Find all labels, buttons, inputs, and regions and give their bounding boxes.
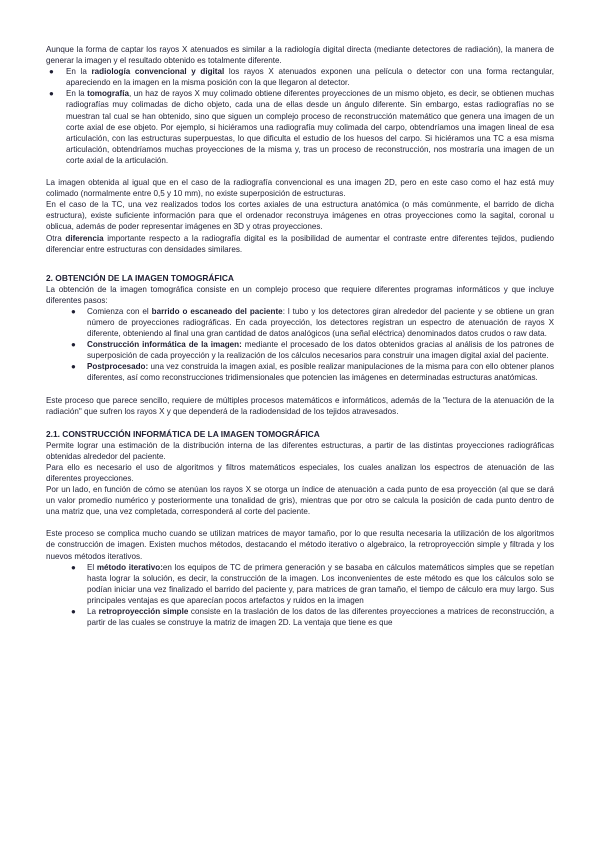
list-item: ● La retroproyección simple consiste en la traslación de los datos de las diferentes proyecciones a matrices de reconstrucción, a partir de las cuales se construye la matriz de imagen 2D. La ventaja que tiene es que [71,607,554,628]
bullet-icon: ● [71,562,76,572]
paragraph-reconstruction: En el caso de la TC, una vez realizados todos los cortes axiales de una estructura anatómica (o más comúnmente, el barrido de dicha estructura), existe suficiente información para que el ordenador reconstruya imágenes en otras proyecciones como la sagital, coronal u oblicua, además de poder representar imágenes en 3D y otras proyecciones. [46,200,554,232]
paragraph-2d-image: La imagen obtenida al igual que en el caso de la radiografía convencional es una imagen 2D, pero en este caso como el haz está muy colimado (normalmente entre 0,5 y 10 mm), no existe superposición de estructuras. [46,178,554,199]
section-2-1-paragraph: Por un lado, en función de cómo se atenúan los rayos X se otorga un índice de atenuación a cada punto de esa proyección (al que se dará un valor promedio numérico y posteriormente una tonalidad de gris), mientras que por otro se calcula la posición de cada punto dentro de una matriz que, una vez completada, corresponderá al corte del paciente. [46,485,554,517]
list-item: ● En la tomografía, un haz de rayos X muy colimado obtiene diferentes proyecciones de un mismo objeto, es decir, se obtienen muchas radiografías muy colimadas de dicho objeto, cada una de ellas desde un ángulo diferente. Sin embargo, estas radiografías no se muestran tal cual se han obtenido, sino que siguen un complejo proceso de reconstrucción matemático que genera una imagen de un corte axial de ese objeto. Por ejemplo, si hiciéramos una radiografía muy colimada del carpo, obtendríamos una imagen lineal de esa articulación, con las estructuras superpuestas, lo que dificulta el estudio de los huesos del carpo. Si hiciéramos una TC a esa misma articulación, obtendríamos muchas proyecciones de la misma y, tras un proceso de reconstrucción, nos mostraría una imagen de un corte axial de la articulación. [49,89,554,165]
bullet-icon: ● [49,67,54,77]
section-2-outro: Este proceso que parece sencillo, requiere de múltiples procesos matemáticos e informáticos, además de la "lectura de la atenuación de la radiación" que sufren los rayos X y que dependerá de la radiodensidad de los tejidos atravesados. [46,395,554,416]
bullet-icon: ● [71,306,76,316]
list-item: ● Comienza con el barrido o escaneado del paciente: l tubo y los detectores giran alrededor del paciente y se obtiene un gran número de proyecciones radiográficas. En cada proyección, los detectores registran un espectro de atenuación de rayos X diferente, obteniendo al final una gran cantidad de datos analógicos (una señal eléctrica) denominados datos crudos o raw data. [71,306,554,339]
list-item: ● El método iterativo:en los equipos de TC de primera generación y se basaba en cálculos matemáticos simples que se repetían hasta lograr la solución, es decir, la construcción de la imagen. Los inconvenientes de este método es que los cálculos solo se podían iniciar una vez finalizado el barrido del paciente y, para matrices de gran tamaño, el tiempo de cálculo era muy largo. Sus principales ventajas es que aparecían pocos artefactos y ruidos en la imagen [71,562,554,605]
section-2-1-paragraph: Este proceso se complica mucho cuando se utilizan matrices de mayor tamaño, por lo que resulta necesaria la utilización de los algoritmos de construcción de imagen. Existen muchos métodos, destacando el método iterativo o algebraico, la retroproyección simple y filtrada y los nuevos métodos iterativos. [46,529,554,561]
section-2-intro: La obtención de la imagen tomográfica consiste en un complejo proceso que requiere diferentes programas informáticos y que incluye diferentes pasos: [46,284,554,305]
bullet-icon: ● [71,340,76,350]
section-2-1-heading: 2.1. CONSTRUCCIÓN INFORMÁTICA DE LA IMAGEN TOMOGRÁFICA [46,428,320,439]
algorithm-methods-list [46,562,554,629]
paragraph-contrast: Otra diferencia importante respecto a la radiografía digital es la posibilidad de aumentar el contraste entre diferentes tejidos, pudiendo diferenciar entre estructuras con densidades similares. [46,233,554,254]
intro-paragraph: Aunque la forma de captar los rayos X atenuados es similar a la radiología digital directa (mediante detectores de radiación), la manera de generar la imagen y el resultado obtenido es totalmente diferente. [46,45,554,66]
list-item: ● Postprocesado: una vez construida la imagen axial, es posible realizar manipulaciones de la misma para con ello obtener planos diferentes, así como reconstrucciones tridimensionales que potencien las imágenes en determinadas estructuras anatómicas. [71,362,554,383]
section-2-1-paragraph: Permite lograr una estimación de la distribución interna de las diferentes estructuras, a partir de las distintas proyecciones radiográficas obtenidas alrededor del paciente. [46,440,554,461]
list-item: ● En la radiología convencional y digital los rayos X atenuados exponen una película o detector con una forma rectangular, apareciendo en la imagen en la misma posición con la que llegaron al detector. [49,67,554,88]
bullet-icon: ● [71,607,76,617]
section-2-1-paragraph: Para ello es necesario el uso de algoritmos y filtros matemáticos especiales, los cuales analizan los espectros de atenuación de las diferentes proyecciones. [46,462,554,483]
list-item: ● Construcción informática de la imagen: mediante el procesado de los datos obtenidos gracias al análisis de los patrones de superposición de cada proyección y la realización de los cálculos necesarios para construir una imagen digital axial del paciente. [71,340,555,361]
imaging-comparison-list [46,66,554,166]
bullet-icon: ● [49,89,54,99]
bullet-icon: ● [71,362,76,372]
process-steps-list [46,306,554,384]
section-2-heading: 2. OBTENCIÓN DE LA IMAGEN TOMOGRÁFICA [46,272,234,283]
